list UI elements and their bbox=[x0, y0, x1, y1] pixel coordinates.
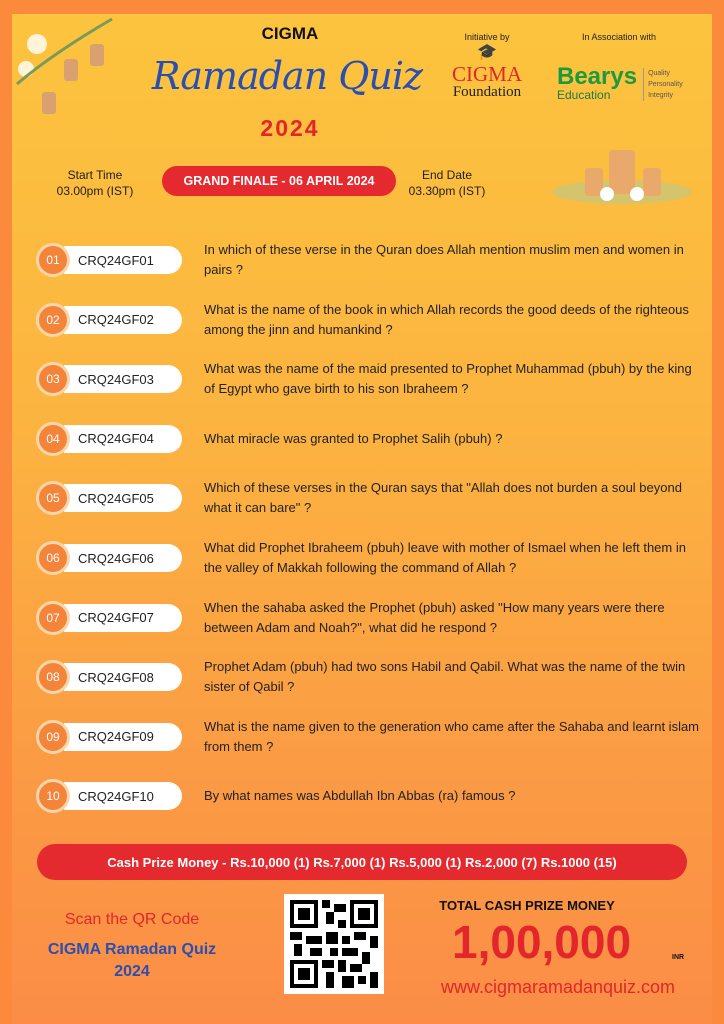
question-code: CRQ24GF10 bbox=[64, 782, 182, 810]
question-number: 09 bbox=[36, 720, 70, 754]
question-row bbox=[36, 417, 706, 461]
bearys-logo bbox=[557, 63, 683, 102]
quiz-year: 2024 bbox=[114, 963, 150, 980]
association-label: In Association with bbox=[582, 32, 657, 42]
question-code: CRQ24GF06 bbox=[64, 544, 182, 572]
question-text: What did Prophet Ibraheem (pbuh) leave with mother of Ismael when he left them in the valley of Makkah following the command of Allah ? bbox=[204, 540, 686, 575]
question-text: By what names was Abdullah Ibn Abbas (ra) famous ? bbox=[204, 788, 516, 804]
assoc-org: Bearys bbox=[557, 63, 638, 90]
question-text: Prophet Adam (pbuh) had two sons Habil and Qabil. What was the name of the twin sister of Qabil ? bbox=[204, 659, 686, 695]
cash-prize-banner: Cash Prize Money - Rs.10,000 (1) Rs.7,000 (1) Rs.5,000 (1) Rs.2,000 (7) Rs.1000 (15) bbox=[37, 844, 687, 880]
question-row bbox=[36, 596, 706, 640]
question-code: CRQ24GF02 bbox=[64, 306, 182, 334]
total-amount: 1,00,000 bbox=[452, 916, 632, 968]
poster bbox=[12, 14, 712, 1024]
question-text: What was the name of the maid presented to Prophet Muhammad (pbuh) by the king of Egypt who gave birth to his son Ibraheem ? bbox=[204, 361, 692, 397]
graduation-cap-icon: 🎓 bbox=[477, 44, 497, 61]
quiz-name bbox=[32, 939, 232, 983]
question-row bbox=[36, 715, 706, 759]
lantern-floral-decoration bbox=[12, 14, 122, 124]
question-row bbox=[36, 774, 706, 818]
question-number: 05 bbox=[36, 481, 70, 515]
year: 2024 bbox=[260, 115, 320, 141]
initiative-org-sub: Foundation bbox=[452, 84, 522, 100]
start-value: 03.00pm (IST) bbox=[56, 184, 134, 198]
question-row bbox=[36, 655, 706, 699]
question-number: 10 bbox=[36, 779, 70, 813]
tagline: Integrity bbox=[648, 91, 673, 99]
question-row bbox=[36, 357, 706, 401]
cigma-foundation-logo bbox=[442, 32, 532, 101]
tagline: Quality bbox=[648, 69, 670, 77]
question-code: CRQ24GF04 bbox=[64, 425, 182, 453]
question-number: 07 bbox=[36, 601, 70, 635]
page-title: Ramadan Quiz bbox=[151, 54, 423, 98]
question-text: What is the name given to the generation who came after the Sahaba and learnt islam from them ? bbox=[204, 718, 700, 754]
scan-label: Scan the QR Code bbox=[64, 911, 200, 928]
website-link[interactable]: www.cigmaramadanquiz.com bbox=[440, 977, 676, 997]
currency: INR bbox=[672, 954, 685, 961]
start-time bbox=[50, 167, 140, 199]
question-code: CRQ24GF05 bbox=[64, 484, 182, 512]
question-row bbox=[36, 536, 706, 580]
lantern-decoration bbox=[547, 142, 697, 204]
question-text: In which of these verse in the Quran does Allah mention muslim men and women in pairs ? bbox=[204, 242, 684, 277]
question-code: CRQ24GF01 bbox=[64, 246, 182, 274]
end-date bbox=[402, 167, 492, 199]
question-code: CRQ24GF07 bbox=[64, 604, 182, 632]
event-badge: GRAND FINALE - 06 APRIL 2024 bbox=[162, 166, 396, 196]
tagline: Personality bbox=[648, 80, 683, 88]
initiative-label: Initiative by bbox=[464, 32, 510, 42]
question-text: What miracle was granted to Prophet Salih (pbuh) ? bbox=[204, 430, 503, 446]
question-row bbox=[36, 298, 706, 342]
brand: CIGMA bbox=[261, 24, 319, 43]
start-label: Start Time bbox=[67, 168, 123, 182]
question-code: CRQ24GF09 bbox=[64, 723, 182, 751]
question-number: 04 bbox=[36, 422, 70, 456]
question-code: CRQ24GF08 bbox=[64, 663, 182, 691]
question-number: 01 bbox=[36, 243, 70, 277]
question-number: 03 bbox=[36, 362, 70, 396]
total-label: TOTAL CASH PRIZE MONEY bbox=[439, 898, 615, 913]
quiz-name-text: CIGMA Ramadan Quiz bbox=[47, 941, 217, 958]
question-number: 02 bbox=[36, 303, 70, 337]
question-number: 06 bbox=[36, 541, 70, 575]
question-text: What is the name of the book in which Allah records the good deeds of the righteous among the jinn and humankind ? bbox=[204, 301, 689, 337]
question-number: 08 bbox=[36, 660, 70, 694]
assoc-org-sub: Education bbox=[557, 88, 611, 102]
end-value: 03.30pm (IST) bbox=[408, 184, 486, 198]
end-label: End Date bbox=[421, 168, 473, 182]
question-text: Which of these verses in the Quran says that "Allah does not burden a soul beyond what it can bare" ? bbox=[204, 480, 682, 516]
question-code: CRQ24GF03 bbox=[64, 365, 182, 393]
initiative-org: CIGMA bbox=[451, 62, 522, 86]
qr-code-icon bbox=[290, 900, 378, 988]
question-row bbox=[36, 476, 706, 520]
qr-code[interactable] bbox=[284, 894, 384, 994]
question-text: When the sahaba asked the Prophet (pbuh) asked "How many years were there between Adam and Noah?", what did he respond ? bbox=[204, 599, 665, 635]
question-row bbox=[36, 238, 706, 282]
